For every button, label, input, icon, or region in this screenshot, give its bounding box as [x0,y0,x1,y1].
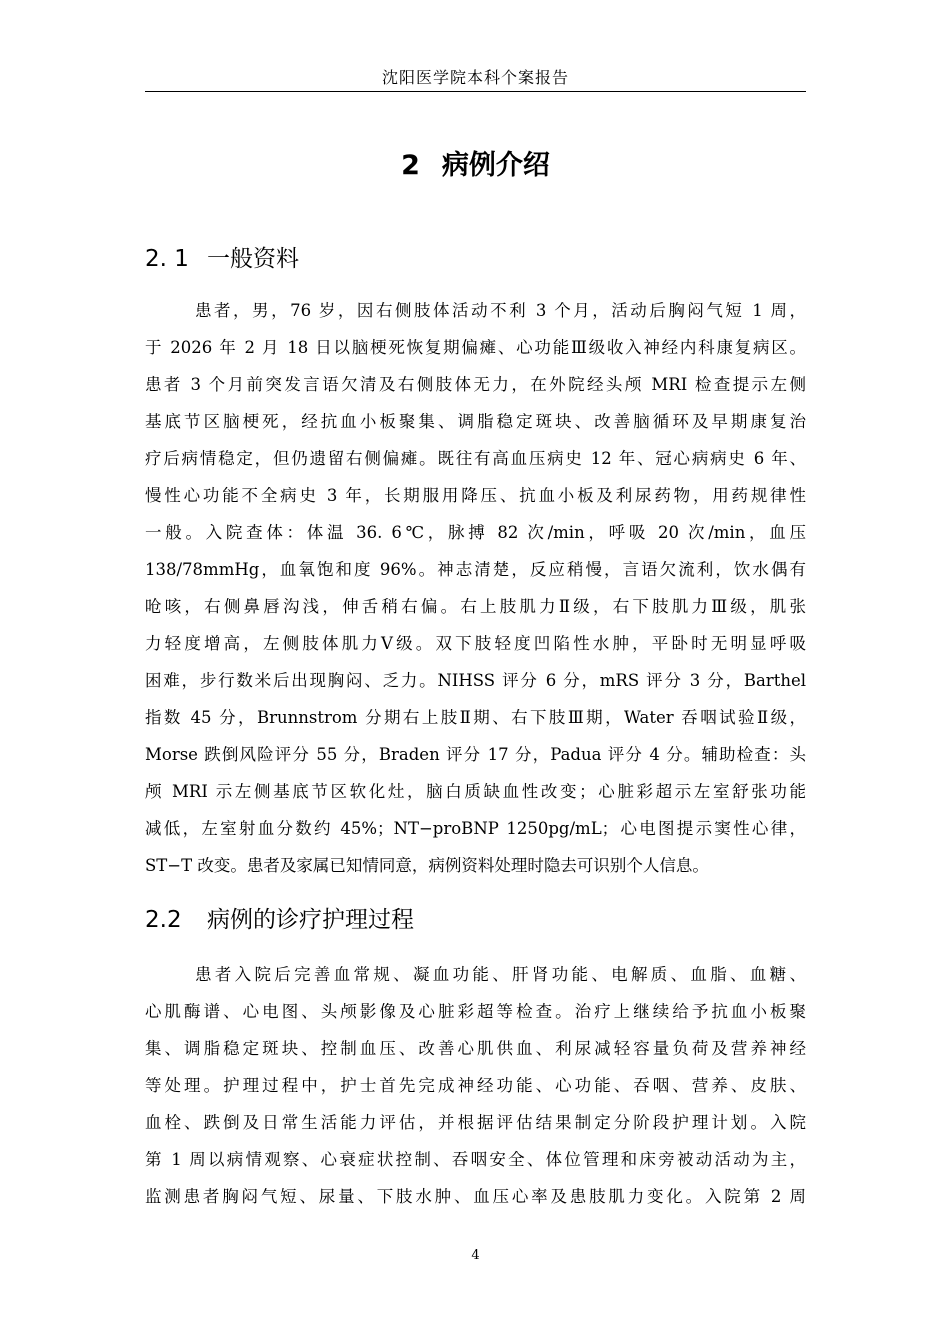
text-line: 于 2026 年 2 月 18 日以脑梗死恢复期偏瘫、心功能Ⅲ级收入神经内科康复病区。 [145,338,806,357]
chapter-title-text: 病例介绍 [441,150,550,181]
text-line: 疗后病情稳定，但仍遗留右侧偏瘫。既往有高血压病史 12 年、冠心病病史 6 年、 [145,449,806,468]
text-line: 减低，左室射血分数约 45%；NT−proBNP 1250pg/mL；心电图提示窦性心律， [145,819,806,838]
text-line: 指数 45 分，Brunnstrom 分期右上肢Ⅱ期、右下肢Ⅲ期，Water 吞咽试验Ⅱ级， [145,708,806,727]
text-line: 慢性心功能不全病史 3 年，长期服用降压、抗血小板及利尿药物，用药规律性 [145,486,806,505]
text-line: 集、调脂稳定斑块、控制血压、改善心肌供血、利尿减轻容量负荷及营养神经 [145,1039,806,1058]
text-line: 颅 MRI 示左侧基底节区软化灶，脑白质缺血性改变；心脏彩超示左室舒张功能 [145,782,806,801]
section-heading-treatment [145,905,414,935]
text-line: 血栓、跌倒及日常生活能力评估，并根据评估结果制定分阶段护理计划。入院 [145,1113,806,1132]
chapter-title [145,148,806,184]
text-line: 呛咳，右侧鼻唇沟浅，伸舌稍右偏。右上肢肌力Ⅱ级，右下肢肌力Ⅲ级，肌张 [145,597,806,616]
text-line: 等处理。护理过程中，护士首先完成神经功能、心功能、吞咽、营养、皮肤、 [145,1076,806,1095]
section-title-text: 一般资料 [207,246,299,272]
text-line: 基底节区脑梗死，经抗血小板聚集、调脂稳定斑块、改善脑循环及早期康复治 [145,412,806,431]
text-line: 第 1 周以病情观察、心衰症状控制、吞咽安全、体位管理和床旁被动活动为主， [145,1150,806,1169]
section-number: 2.2 [145,907,182,933]
section-heading-general [145,244,299,274]
text-line: 患者入院后完善血常规、凝血功能、肝肾功能、电解质、血脂、血糖、 [195,965,806,984]
chapter-number: 2 [401,150,420,181]
section-title-text: 病例的诊疗护理过程 [207,907,414,933]
text-line: 一般。入院查体：体温 36. 6℃，脉搏 82 次/min，呼吸 20 次/min，血压 [145,523,806,542]
text-line: 138/78mmHg，血氧饱和度 96%。神志清楚，反应稍慢，言语欠流利，饮水偶有 [145,560,806,579]
paragraph-general-info [145,292,806,884]
running-header: 沈阳医学院本科个案报告 [381,68,569,87]
text-line: 监测患者胸闷气短、尿量、下肢水肿、血压心率及患肢肌力变化。入院第 2 周 [145,1187,806,1206]
text-line: ST−T 改变。患者及家属已知情同意，病例资料处理时隐去可识别个人信息。 [145,856,709,875]
paragraph-treatment-process [145,956,806,1215]
section-number: 2. 1 [145,246,189,272]
text-line: 患者，男，76 岁，因右侧肢体活动不利 3 个月，活动后胸闷气短 1 周， [195,301,806,320]
text-line: 患者 3 个月前突发言语欠清及右侧肢体无力，在外院经头颅 MRI 检查提示左侧 [145,375,806,394]
text-line: 心肌酶谱、心电图、头颅影像及心脏彩超等检查。治疗上继续给予抗血小板聚 [145,1002,806,1021]
text-line: 困难，步行数米后出现胸闷、乏力。NIHSS 评分 6 分，mRS 评分 3 分，Barthel [145,671,806,690]
text-line: Morse 跌倒风险评分 55 分，Braden 评分 17 分，Padua 评分 4 分。辅助检查：头 [145,745,806,764]
header-divider [145,91,806,92]
page-number: 4 [471,1248,480,1263]
text-line: 力轻度增高，左侧肢体肌力Ⅴ级。双下肢轻度凹陷性水肿，平卧时无明显呼吸 [145,634,806,653]
